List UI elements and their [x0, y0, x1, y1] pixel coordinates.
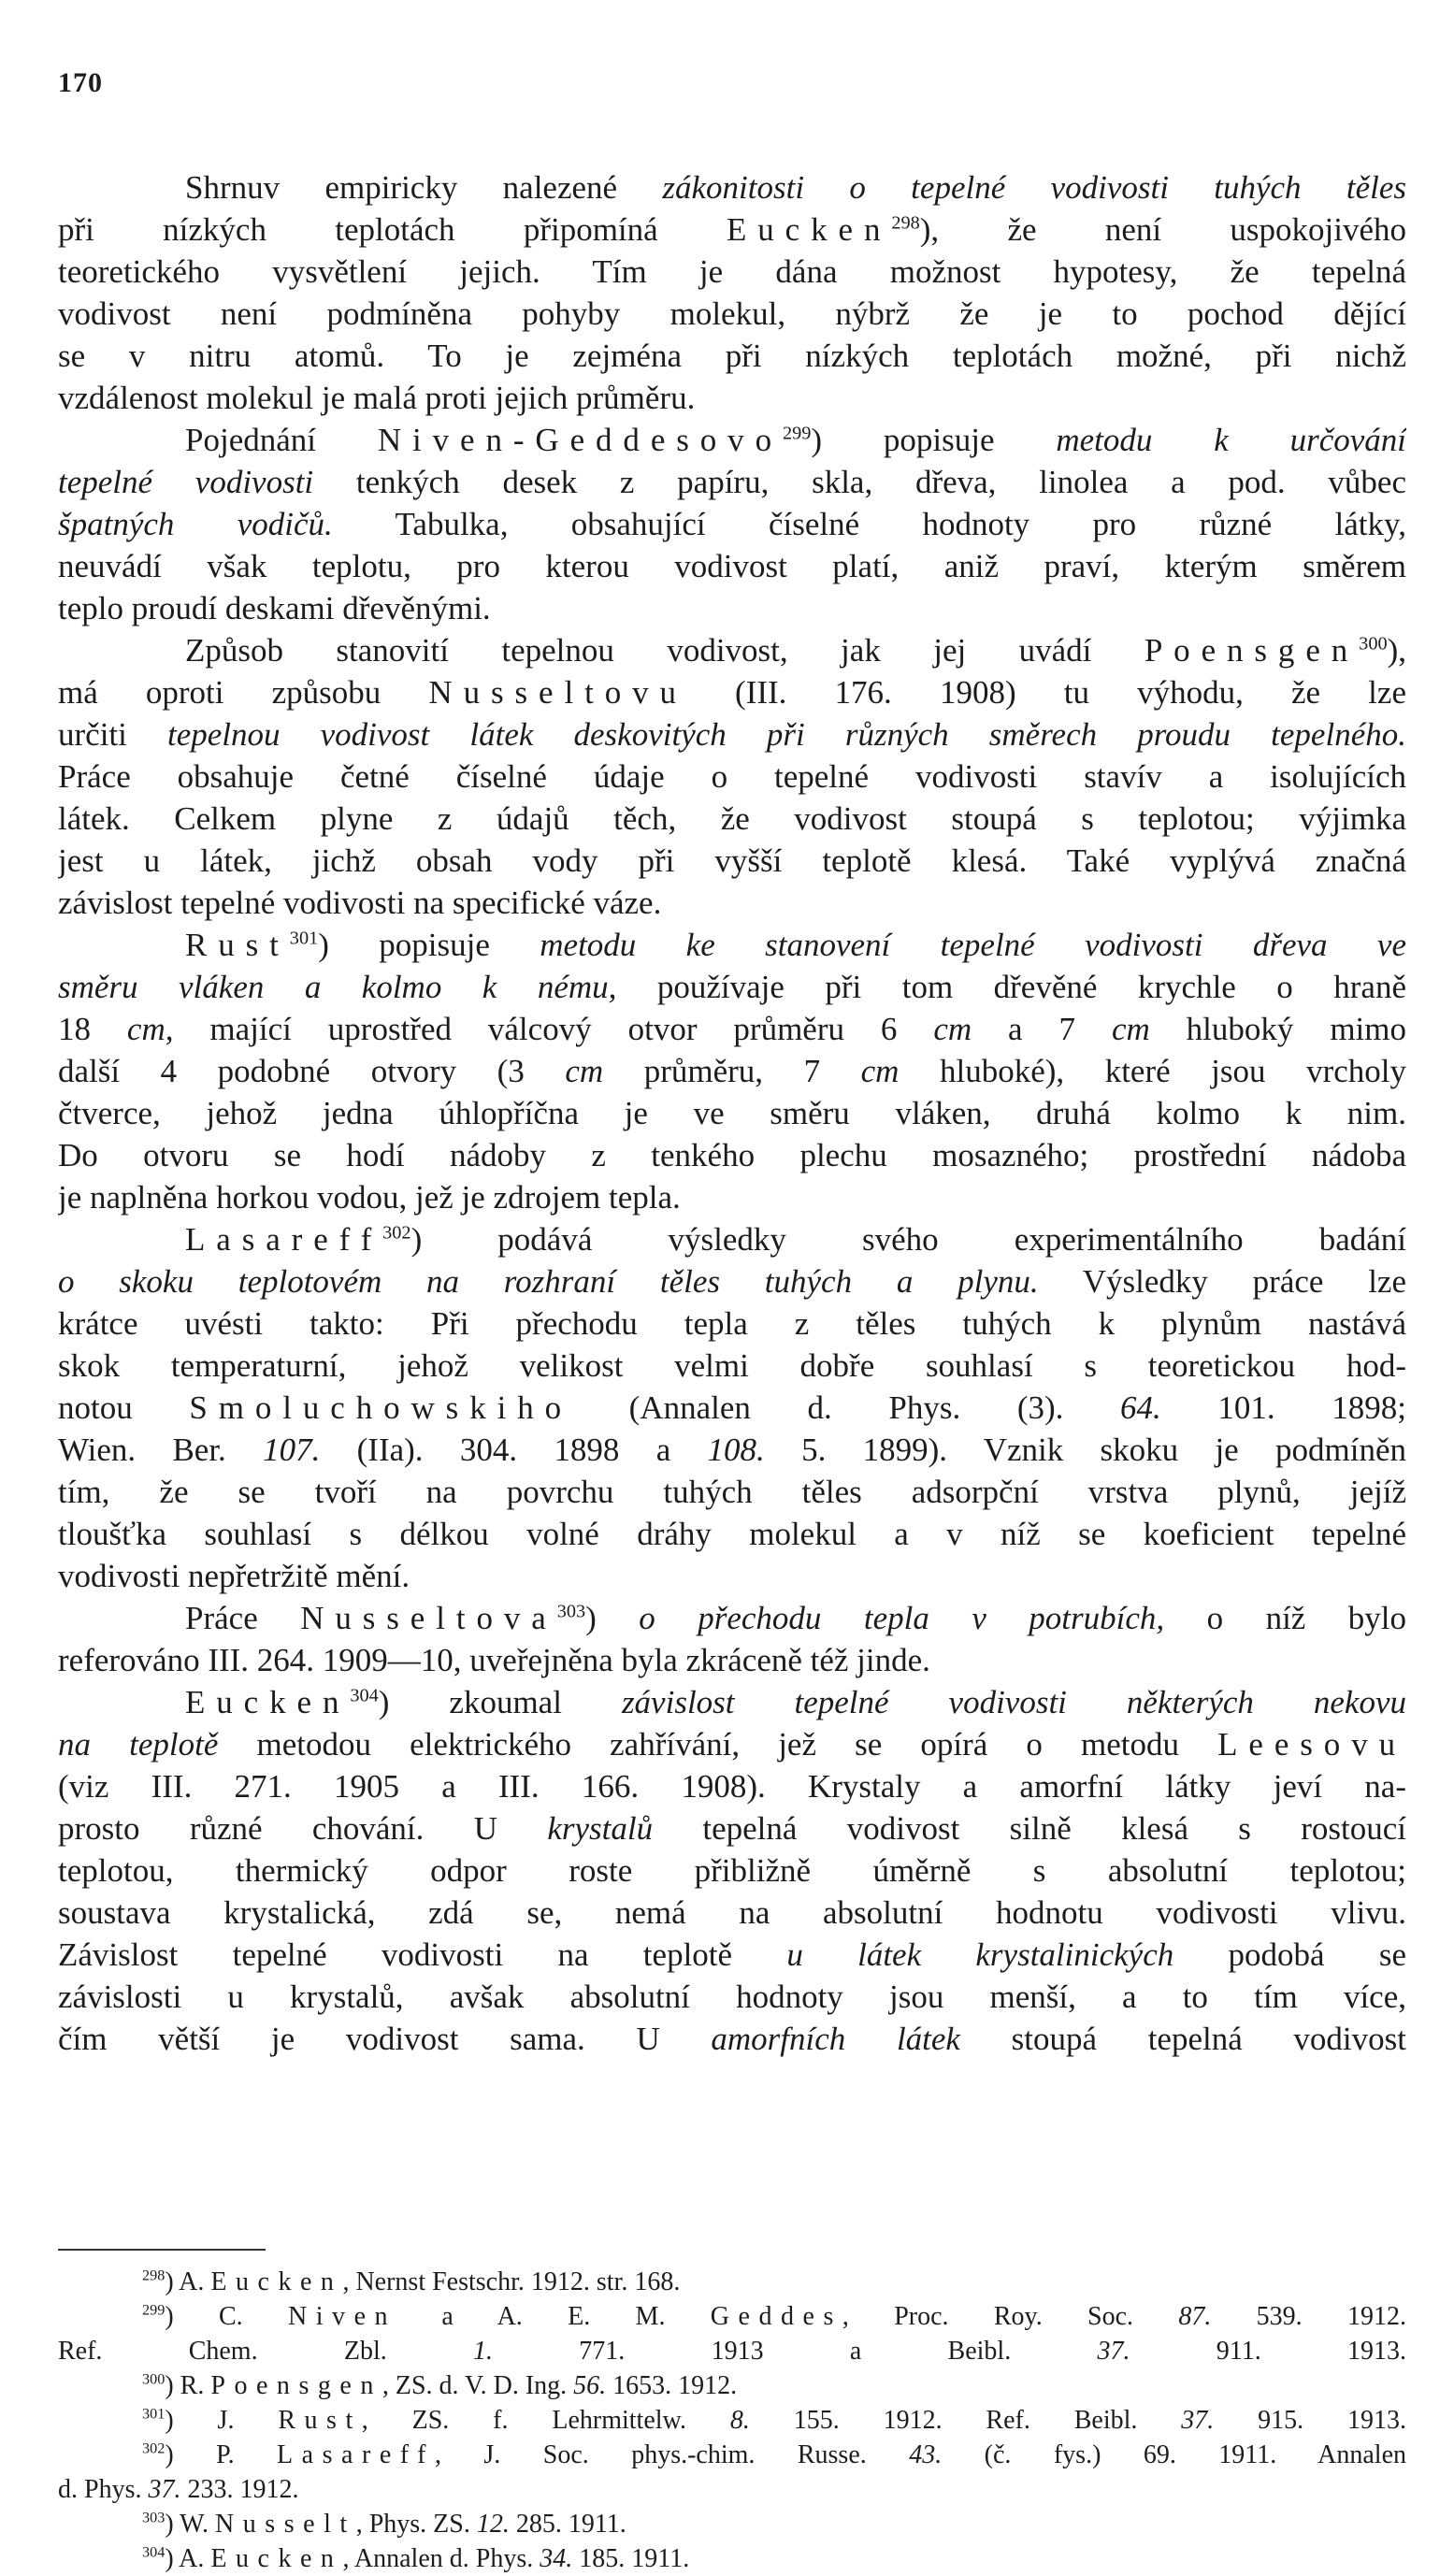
body-line: [58, 1092, 1406, 1134]
italic-run: 87.: [1178, 2302, 1212, 2331]
italic-run: závislost tepelné vodivosti některých nekovu: [621, 1684, 1406, 1720]
footnote-separator: [58, 2249, 266, 2251]
text-run: čtverce, jehož jedna úhlopříčna je ve směru vláken, druhá kolmo k nim.: [58, 1095, 1406, 1131]
body-line: [58, 1260, 1406, 1302]
footnote-ref: 298: [142, 2267, 166, 2284]
footnote-ref: 302: [142, 2439, 166, 2457]
author-name: Nusselt: [215, 2510, 356, 2539]
body-line: [58, 1934, 1406, 1976]
italic-run: tepelnou vodivost látek deskovitých při různých směrech proudu tepelného.: [166, 716, 1406, 753]
text-run: 1653. 1912.: [606, 2371, 738, 2400]
body-line: [58, 1639, 1406, 1681]
text-run: 18: [58, 1011, 127, 1047]
text-run: metodou elektrického zahřívání, jež se opírá o metodu: [218, 1726, 1218, 1763]
text-run: ), že není uspokojivého: [919, 211, 1406, 248]
text-run: ) A.: [165, 2267, 211, 2296]
text-run: vodivost není podmíněna pohyby molekul, nýbrž že je to pochod dějící: [58, 295, 1406, 332]
author-name: Nusseltovu: [428, 674, 687, 711]
footnote-ref: 301: [142, 2405, 166, 2423]
footnote-ref: 298: [891, 212, 920, 234]
text-run: (č. fys.) 69. 1911. Annalen: [942, 2440, 1406, 2469]
text-run: Práce obsahuje četné číselné údaje o tepelné vodivosti stavív a isolujících: [58, 758, 1406, 795]
body-line: [58, 1555, 1406, 1597]
text-run: určiti: [58, 716, 167, 753]
body-line: [58, 1849, 1406, 1892]
text-run: tím, že se tvoří na povrchu tuhých těles adsorpční vrstva plynů, jejíž: [58, 1474, 1406, 1510]
body-line: [58, 461, 1406, 503]
text-run: ) W.: [165, 2510, 216, 2539]
text-run: hluboký mimo: [1149, 1011, 1406, 1047]
italic-run: 56.: [573, 2371, 607, 2400]
italic-run: 64.: [1120, 1389, 1161, 1426]
text-run: a 7: [972, 1011, 1112, 1047]
body-line: [58, 1218, 1406, 1260]
author-name: Leesovu: [1217, 1726, 1406, 1763]
text-run: vodivosti nepřetržitě mění.: [58, 1558, 410, 1594]
italic-run: směru vláken a kolmo k nému,: [58, 969, 617, 1005]
italic-run: 34.: [540, 2544, 573, 2573]
body-line: [58, 1681, 1406, 1723]
author-name: Eucken: [210, 2544, 343, 2573]
text-run: 911. 1913.: [1130, 2337, 1406, 2366]
body-line: [58, 1723, 1406, 1765]
text-run: d. Phys.: [58, 2475, 149, 2504]
author-name: Poensgen: [1144, 632, 1360, 669]
text-run: , Nernst Festschr. 1912. str. 168.: [342, 2267, 681, 2296]
text-run: závislost tepelné vodivosti na specifické váze.: [58, 885, 662, 921]
text-run: další 4 podobné otvory (3: [58, 1053, 566, 1089]
body-line: [58, 966, 1406, 1008]
text-run: , ZS. f. Lehrmittelw.: [361, 2406, 730, 2435]
text-run: Shrnuv empiricky nalezené: [185, 169, 663, 206]
text-run: ) popisuje: [811, 422, 1057, 458]
footnote-ref: 300: [142, 2370, 166, 2388]
text-run: hluboké), které jsou vrcholy: [899, 1053, 1406, 1089]
text-run: stoupá tepelná vodivost: [959, 2021, 1406, 2057]
text-run: (Annalen d. Phys. (3).: [572, 1389, 1121, 1426]
text-run: ),: [1387, 632, 1406, 669]
text-run: ) popisuje: [318, 927, 540, 963]
text-run: Způsob stanovití tepelnou vodivost, jak jej uvádí: [185, 632, 1144, 669]
body-line: [58, 1765, 1406, 1807]
body-line: [58, 335, 1406, 377]
body-line: [58, 1429, 1406, 1471]
text-run: 539. 1912.: [1211, 2302, 1406, 2331]
text-run: Závislost tepelné vodivosti na teplotě: [58, 1936, 787, 1973]
text-run: ) J.: [165, 2406, 279, 2435]
body-line: [58, 377, 1406, 419]
body-line: [58, 545, 1406, 587]
text-run: , Proc. Roy. Soc.: [842, 2302, 1179, 2331]
author-name: Rust: [185, 927, 290, 963]
text-run: a A. E. M.: [396, 2302, 711, 2331]
text-run: tenkých desek z papíru, skla, dřeva, linolea a pod. vůbec: [313, 464, 1406, 500]
body-line: [58, 798, 1406, 840]
text-run: průměru, 7: [603, 1053, 861, 1089]
footnote-ref: 302: [382, 1222, 411, 1244]
author-name: Poensgen: [210, 2371, 382, 2400]
text-run: neuvádí však teplotu, pro kterou vodivost platí, aniž praví, kterým směrem: [58, 548, 1406, 584]
footnote-line: [58, 2403, 1406, 2438]
italic-run: cm: [933, 1011, 972, 1047]
author-name: Niven-Geddesovo: [377, 422, 783, 458]
text-run: o níž bylo: [1164, 1600, 1406, 1636]
footnote-ref: 299: [142, 2301, 166, 2319]
italic-run: na teplotě: [58, 1726, 219, 1763]
italic-run: 8.: [729, 2406, 750, 2435]
italic-run: metodu ke stanovení tepelné vodivosti dřeva ve: [540, 927, 1406, 963]
body-line: [58, 1176, 1406, 1218]
text-run: mající uprostřed válcový otvor průměru 6: [173, 1011, 934, 1047]
text-run: teplo proudí deskami dřevěnými.: [58, 590, 491, 626]
text-run: závislosti u krystalů, avšak absolutní hodnoty jsou menší, a to tím více,: [58, 1979, 1406, 2015]
italic-run: 1.: [473, 2337, 494, 2366]
italic-run: o přechodu tepla v potrubích,: [639, 1600, 1165, 1636]
text-run: teoretického vysvětlení jejich. Tím je dána možnost hypotesy, že tepelná: [58, 253, 1406, 290]
footnote-line: [58, 2541, 1406, 2576]
footnote-ref: 301: [289, 928, 319, 949]
body-line: [58, 2018, 1406, 2060]
text-run: krátce uvésti takto: Při přechodu tepla z těles tuhých k plynům nastává: [58, 1305, 1406, 1342]
body-line: [58, 209, 1406, 251]
text-run: Ref. Chem. Zbl.: [58, 2337, 474, 2366]
text-run: (IIa). 304. 1898 a: [320, 1432, 708, 1468]
text-run: notou: [58, 1389, 190, 1426]
italic-run: u látek krystalinických: [786, 1936, 1174, 1973]
body-line: [58, 293, 1406, 335]
body-line: [58, 713, 1406, 756]
text-run: ) C.: [165, 2302, 289, 2331]
body-line: [58, 419, 1406, 461]
footnote-line: [58, 2507, 1406, 2541]
body-line: [58, 1892, 1406, 1934]
text-run: , J. Soc. phys.-chim. Russe.: [434, 2440, 910, 2469]
body-line: [58, 1387, 1406, 1429]
body-text: [58, 166, 1406, 2060]
text-run: skok temperaturní, jehož velikost velmi dobře souhlasí s teoretickou hod-: [58, 1347, 1406, 1384]
text-run: tepelná vodivost silně klesá s rostoucí: [653, 1810, 1406, 1847]
italic-run: metodu k určování: [1056, 422, 1406, 458]
footnote-line: [58, 2265, 1406, 2299]
italic-run: cm: [565, 1053, 604, 1089]
italic-run: 108.: [707, 1432, 765, 1468]
body-line: [58, 1008, 1406, 1050]
text-run: látek. Celkem plyne z údajů těch, že vodivost stoupá s teplotou; výjimka: [58, 800, 1406, 837]
text-run: vzdálenost molekul je malá proti jejich průměru.: [58, 380, 696, 416]
page-number: 170: [58, 67, 103, 98]
text-run: se v nitru atomů. To je zejména při nízkých teplotách možné, při nichž: [58, 338, 1406, 374]
italic-run: 12.: [476, 2510, 510, 2539]
text-run: ): [585, 1600, 640, 1636]
text-run: má oproti způsobu: [58, 674, 429, 711]
body-line: [58, 166, 1406, 209]
body-line: [58, 882, 1406, 924]
footnote-ref: 303: [142, 2509, 166, 2526]
body-line: [58, 1597, 1406, 1639]
text-run: prosto různé chování. U: [58, 1810, 548, 1847]
text-run: ) A.: [165, 2544, 211, 2573]
italic-run: zákonitosti o tepelné vodivosti tuhých těles: [662, 169, 1406, 206]
body-line: [58, 671, 1406, 713]
body-line: [58, 503, 1406, 545]
italic-run: o skoku teplotovém na rozhraní těles tuhých a plynu.: [58, 1263, 1039, 1300]
footnote-line: [58, 2472, 1406, 2507]
italic-run: 37.: [148, 2475, 181, 2504]
text-run: , ZS. d. V. D. Ing.: [381, 2371, 574, 2400]
body-line: [58, 629, 1406, 671]
italic-run: 107.: [263, 1432, 321, 1468]
footnote-line: [58, 2438, 1406, 2472]
body-line: [58, 1513, 1406, 1555]
italic-run: 37.: [1181, 2406, 1215, 2435]
footnote-ref: 303: [556, 1601, 586, 1622]
body-line: [58, 251, 1406, 293]
text-run: 771. 1913 a Beibl.: [493, 2337, 1098, 2366]
author-name: Lasareff: [277, 2440, 435, 2469]
italic-run: cm: [1111, 1011, 1150, 1047]
author-name: Eucken: [210, 2267, 343, 2296]
text-run: jest u látek, jichž obsah vody při vyšší teplotě klesá. Také vyplývá značná: [58, 842, 1406, 879]
footnotes: [58, 2265, 1406, 2576]
text-run: Výsledky práce lze: [1038, 1263, 1406, 1300]
italic-run: cm,: [126, 1011, 174, 1047]
footnote-ref: 299: [782, 423, 812, 444]
footnote-line: [58, 2368, 1406, 2403]
text-run: teplotou, thermický odpor roste přibližně úměrně s absolutní teplotou;: [58, 1852, 1406, 1889]
text-run: 285. 1911.: [509, 2510, 626, 2539]
text-run: (viz III. 271. 1905 a III. 166. 1908). Krystaly a amorfní látky jeví na-: [58, 1768, 1406, 1805]
author-name: Rust: [278, 2406, 362, 2435]
italic-run: tepelné vodivosti: [58, 464, 314, 500]
text-run: 915. 1913.: [1214, 2406, 1406, 2435]
text-run: , Annalen d. Phys.: [342, 2544, 540, 2573]
footnote-ref: 300: [1359, 633, 1388, 655]
body-line: [58, 1134, 1406, 1176]
footnote-line: [58, 2334, 1406, 2368]
body-line: [58, 756, 1406, 798]
body-line: [58, 1345, 1406, 1387]
text-run: Práce: [185, 1600, 301, 1636]
text-run: při nízkých teplotách připomíná: [58, 211, 727, 248]
italic-run: cm: [860, 1053, 900, 1089]
text-run: používaje při tom dřevěné krychle o hraně: [616, 969, 1406, 1005]
footnote-ref: 304: [142, 2543, 166, 2561]
body-line: [58, 1471, 1406, 1513]
author-name: Niven: [288, 2302, 397, 2331]
italic-run: krystalů: [547, 1810, 654, 1847]
text-run: Wien. Ber.: [58, 1432, 264, 1468]
body-line: [58, 1807, 1406, 1849]
body-line: [58, 587, 1406, 629]
text-run: 101. 1898;: [1160, 1389, 1406, 1426]
author-name: Lasareff: [185, 1221, 383, 1258]
text-run: ) P.: [165, 2440, 278, 2469]
author-name: Nusseltova: [300, 1600, 557, 1636]
text-run: Do otvoru se hodí nádoby z tenkého plechu mosazného; prostřední nádoba: [58, 1137, 1406, 1173]
author-name: Geddes: [710, 2302, 842, 2331]
italic-run: 43.: [909, 2440, 943, 2469]
body-line: [58, 924, 1406, 966]
footnote-ref: 304: [350, 1685, 379, 1706]
italic-run: 37.: [1097, 2337, 1130, 2366]
text-run: čím větší je vodivost sama. U: [58, 2021, 712, 2057]
author-name: Eucken: [727, 211, 892, 248]
text-run: 233. 1912.: [180, 2475, 299, 2504]
text-run: Pojednání: [185, 422, 378, 458]
text-run: 5. 1899). Vznik skoku je podmíněn: [764, 1432, 1406, 1468]
text-run: ) zkoumal: [378, 1684, 622, 1720]
italic-run: špatných vodičů.: [58, 506, 333, 542]
text-run: referováno III. 264. 1909—10, uveřejněna byla zkráceně též jinde.: [58, 1642, 930, 1678]
footnote-line: [58, 2299, 1406, 2334]
text-run: Tabulka, obsahující číselné hodnoty pro různé látky,: [332, 506, 1406, 542]
text-run: , Phys. ZS.: [355, 2510, 477, 2539]
body-line: [58, 840, 1406, 882]
text-run: ) R.: [165, 2371, 211, 2400]
body-line: [58, 1050, 1406, 1092]
body-line: [58, 1302, 1406, 1345]
body-line: [58, 1976, 1406, 2018]
text-run: 185. 1911.: [572, 2544, 690, 2573]
author-name: Smoluchowskiho: [189, 1389, 573, 1426]
text-run: 155. 1912. Ref. Beibl.: [749, 2406, 1182, 2435]
text-run: je naplněna horkou vodou, jež je zdrojem tepla.: [58, 1179, 681, 1216]
text-run: tloušťka souhlasí s délkou volné dráhy molekul a v níž se koeficient tepelné: [58, 1516, 1406, 1552]
text-run: soustava krystalická, zdá se, nemá na absolutní hodnotu vodivosti vlivu.: [58, 1894, 1406, 1931]
author-name: Eucken: [185, 1684, 351, 1720]
text-run: ) podává výsledky svého experimentálního badání: [410, 1221, 1406, 1258]
text-run: podobá se: [1173, 1936, 1406, 1973]
text-run: (III. 176. 1908) tu výhodu, že lze: [686, 674, 1406, 711]
italic-run: amorfních látek: [711, 2021, 960, 2057]
